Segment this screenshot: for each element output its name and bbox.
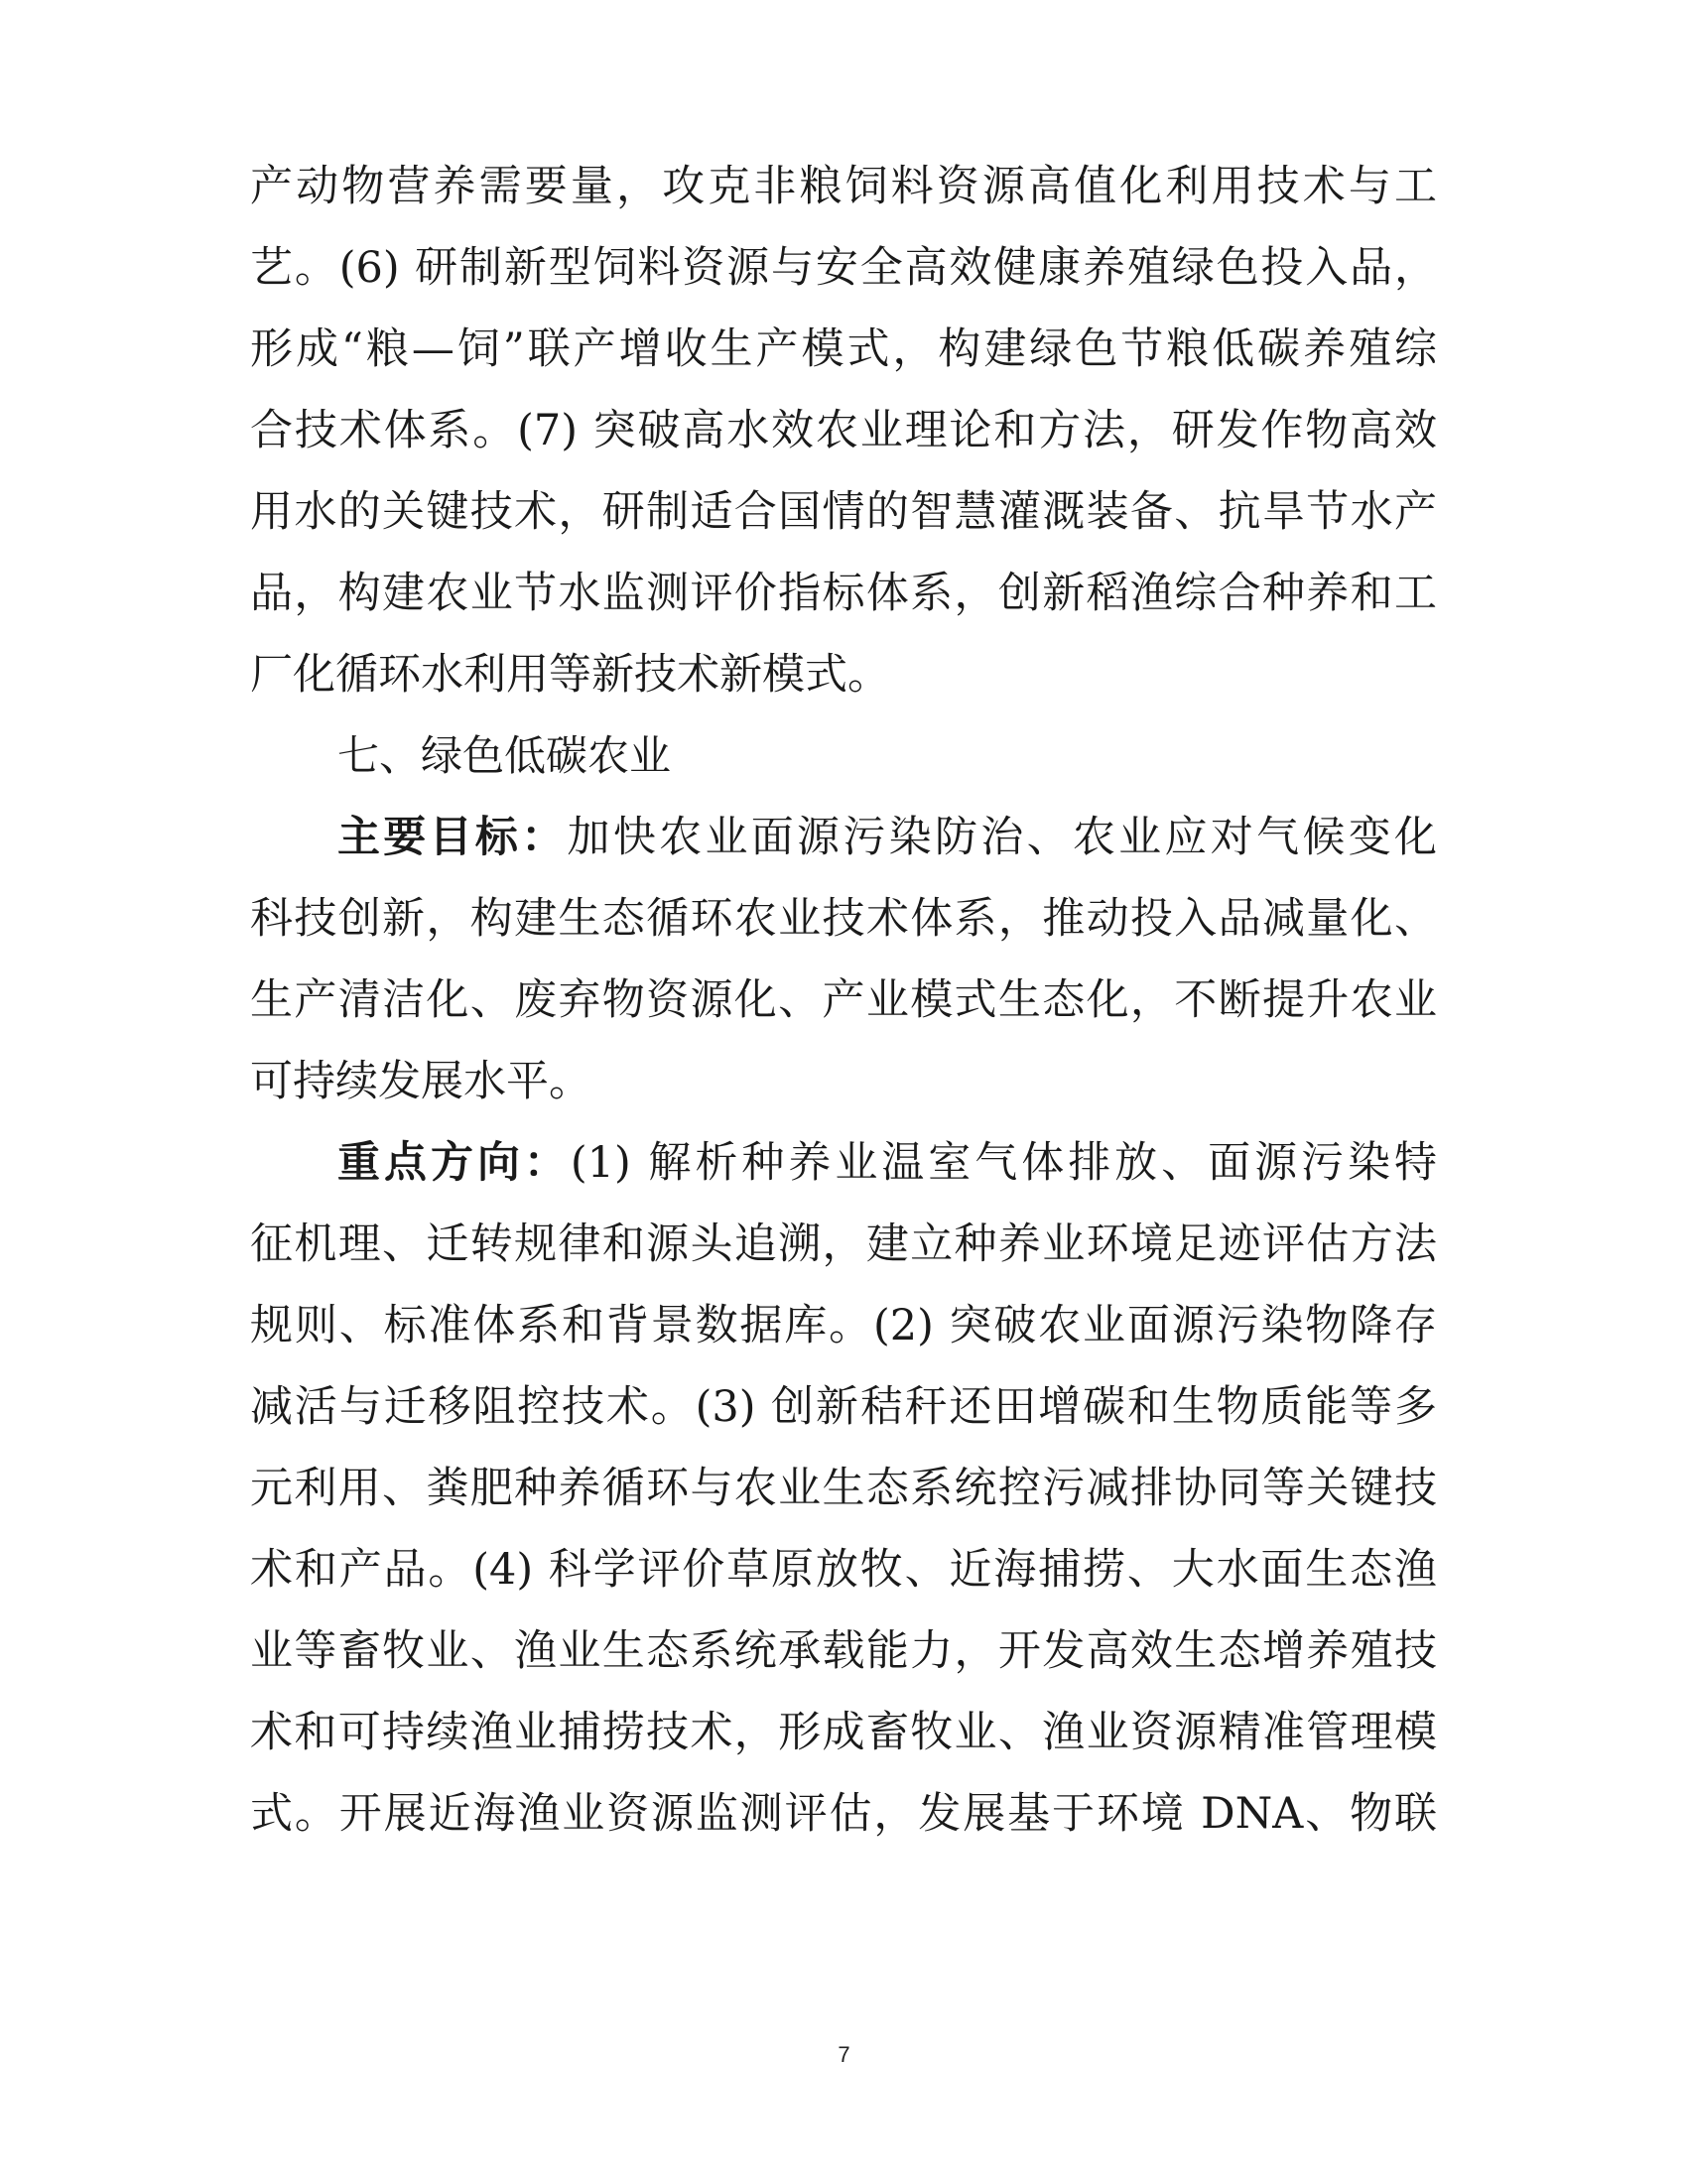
section-heading: 七、绿色低碳农业 (337, 731, 672, 780)
focus-first-line (337, 1133, 1437, 1193)
paragraph-line: 生产清洁化、废弃物资源化、产业模式生态化，不断提升农业 (250, 975, 1437, 1025)
paragraph-line: 征机理、迁转规律和源头追溯，建立种养业环境足迹评估方法 (250, 1220, 1437, 1269)
paragraph-line: 品，构建农业节水监测评价指标体系，创新稻渔综合种养和工 (250, 569, 1437, 618)
paragraph-line: 规则、标准体系和背景数据库。(2) 突破农业面源污染物降存 (250, 1301, 1437, 1350)
focus-label: 重点方向： (337, 1138, 571, 1188)
paragraph-line: 合技术体系。(7) 突破高水效农业理论和方法，研发作物高效 (250, 406, 1437, 455)
paragraph-line: 可持续发展水平。 (250, 1057, 591, 1106)
paragraph-line: 产动物营养需要量，攻克非粮饲料资源高值化利用技术与工 (250, 162, 1437, 211)
goal-label: 主要目标： (337, 813, 568, 862)
paragraph-line: 术和产品。(4) 科学评价草原放牧、近海捕捞、大水面生态渔 (250, 1545, 1437, 1595)
page-number: 7 (838, 2042, 850, 2067)
paragraph-line: 厂化循环水利用等新技术新模式。 (250, 650, 890, 700)
paragraph-line: 业等畜牧业、渔业生态系统承载能力，开发高效生态增养殖技 (250, 1626, 1437, 1676)
goal-first-line (337, 808, 1437, 867)
paragraph-line: 用水的关键技术，研制适合国情的智慧灌溉装备、抗旱节水产 (250, 487, 1437, 537)
paragraph-line: 减活与迁移阻控技术。(3) 创新秸秆还田增碳和生物质能等多 (250, 1382, 1437, 1432)
paragraph-line: 艺。(6) 研制新型饲料资源与安全高效健康养殖绿色投入品， (250, 243, 1437, 293)
paragraph-line: 术和可持续渔业捕捞技术，形成畜牧业、渔业资源精准管理模 (250, 1708, 1437, 1757)
goal-text: 加快农业面源污染防治、农业应对气候变化 (567, 813, 1437, 862)
paragraph-line: 形成“粮—饲”联产增收生产模式，构建绿色节粮低碳养殖综 (250, 324, 1437, 374)
focus-text: (1) 解析种养业温室气体排放、面源污染特 (570, 1138, 1437, 1188)
paragraph-line: 元利用、粪肥种养循环与农业生态系统控污减排协同等关键技 (250, 1464, 1437, 1513)
paragraph-line: 式。开展近海渔业资源监测评估，发展基于环境 DNA、物联 (250, 1789, 1437, 1839)
paragraph-line: 科技创新，构建生态循环农业技术体系，推动投入品减量化、 (250, 894, 1437, 944)
